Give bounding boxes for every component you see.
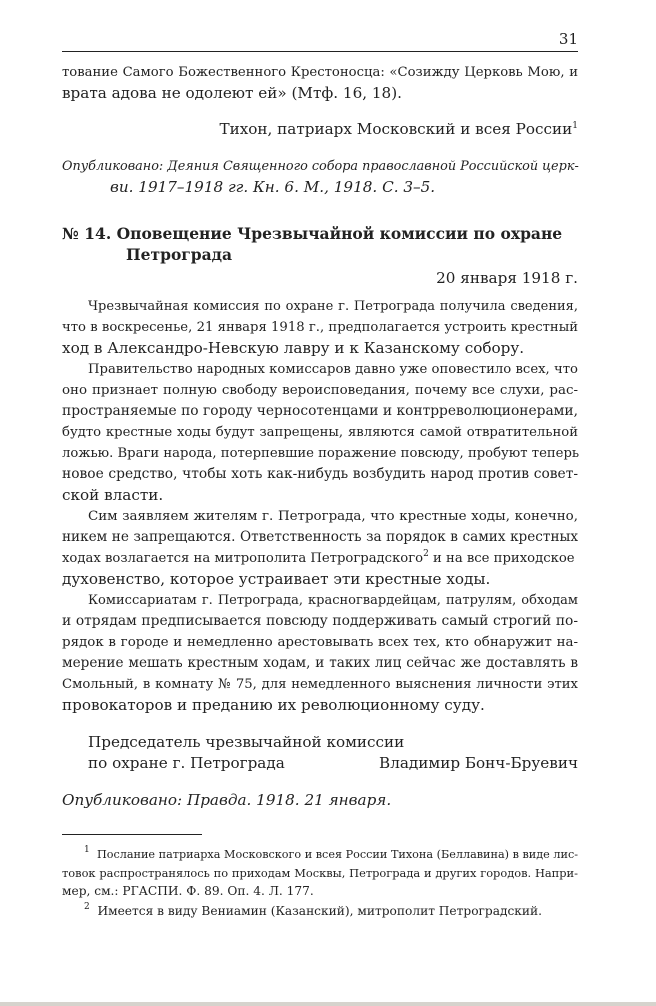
text-line: будто крестные ходы будут запрещены, являются самой отвратительной [62, 425, 578, 440]
footnote-line: товок распространялось по приходам Москвы, Петрограда и других городов. Напри- [62, 866, 578, 880]
document-heading-cont: Петрограда [126, 245, 233, 264]
text-line: Смольный, в комнату № 75, для немедленного выяснения личности этих [62, 677, 578, 692]
text-line: Сим заявляем жителям г. Петрограда, что крестные ходы, конечно, [88, 509, 578, 524]
text-fragment: ходах возлагается на митрополита Петроградского [62, 551, 424, 566]
text-line: провокаторов и преданию их революционному суду. [62, 696, 485, 714]
footnote-mark: 2 [84, 902, 90, 912]
published-line: ви. 1917–1918 гг. Кн. 6. М., 1918. С. 3–5. [110, 178, 436, 196]
text-line: тование Самого Божественного Крестоносца: «Созижду Церковь Мою, и [62, 65, 578, 80]
footnote-ref-1: 1 [572, 121, 578, 131]
document-heading: № 14. Оповещение Чрезвычайной комиссии по охране [62, 224, 563, 243]
signature-tikhon [62, 119, 578, 141]
text-line: оно признает полную свободу вероисповедания, почему все слухи, рас- [62, 383, 578, 398]
text-line: никем не запрещаются. Ответственность за порядок в самих крестных [62, 529, 578, 545]
text-line: мерение мешать крестным ходам, и таких лиц сейчас же доставлять в [62, 655, 578, 671]
text-line: и отрядам предписывается повсюду поддерживать самый строгий по- [62, 613, 578, 629]
text-line: Правительство народных комиссаров давно уже оповестило всех, что [88, 362, 578, 377]
document-date: 20 января 1918 г. [436, 269, 578, 287]
text-line: врата адова не одолеют ей» (Мтф. 16, 18). [62, 84, 402, 102]
text-line: ложью. Враги народа, потерпевшие поражение повсюду, пробуют теперь [62, 446, 580, 461]
footnote-line: мер, см.: РГАСПИ. Ф. 89. Оп. 4. Л. 177. [62, 884, 314, 898]
text-line: Комиссариатам г. Петрограда, красногвардейцам, патрулям, обходам [88, 593, 578, 608]
text-line: рядок в городе и немедленно арестовывать всех тех, кто обнаружит на- [62, 635, 578, 650]
page-edge [0, 1002, 656, 1006]
header-rule [62, 51, 578, 52]
footnote-ref-2: 2 [423, 549, 429, 559]
published-line: Опубликовано: Правда. 1918. 21 января. [62, 791, 392, 809]
text-line [62, 548, 578, 570]
text-line: что в воскресенье, 21 января 1918 г., предполагается устроить крестный [62, 320, 578, 335]
footnote-text: Имеется в виду Вениамин (Казанский), митрополит Петроградский. [97, 904, 543, 918]
page-number: 31 [558, 30, 578, 48]
footnote-rule [62, 834, 202, 835]
published-line: Опубликовано: Деяния Священного собора православной Российской церк- [62, 159, 579, 174]
footnote-2 [84, 902, 578, 920]
text-fragment: и на все приходское [433, 551, 575, 566]
text-line: Чрезвычайная комиссия по охране г. Петрограда получила сведения, [88, 299, 578, 314]
footnote-text: Послание патриарха Московского и всея России Тихона (Беллавина) в виде лис- [96, 848, 578, 861]
signature-tikhon-text: Тихон, патриарх Московский и всея России [219, 120, 573, 138]
footnote-mark: 1 [84, 845, 90, 855]
text-line: духовенство, которое устраивает эти крестные ходы. [62, 570, 491, 588]
signature-line: Председатель чрезвычайной комиссии [88, 733, 405, 751]
text-line: ход в Александро-Невскую лавру и к Казанскому собору. [62, 339, 525, 357]
footnote-1 [84, 846, 578, 864]
text-line: новое средство, чтобы хоть как-нибудь возбудить народ против совет- [62, 466, 578, 482]
text-line: пространяемые по городу черносотенцами и контрреволюционерами, [62, 403, 578, 419]
signature-line: по охране г. Петрограда [88, 754, 285, 772]
text-line: ской власти. [62, 486, 164, 504]
signature-name: Владимир Бонч-Бруевич [379, 754, 578, 772]
